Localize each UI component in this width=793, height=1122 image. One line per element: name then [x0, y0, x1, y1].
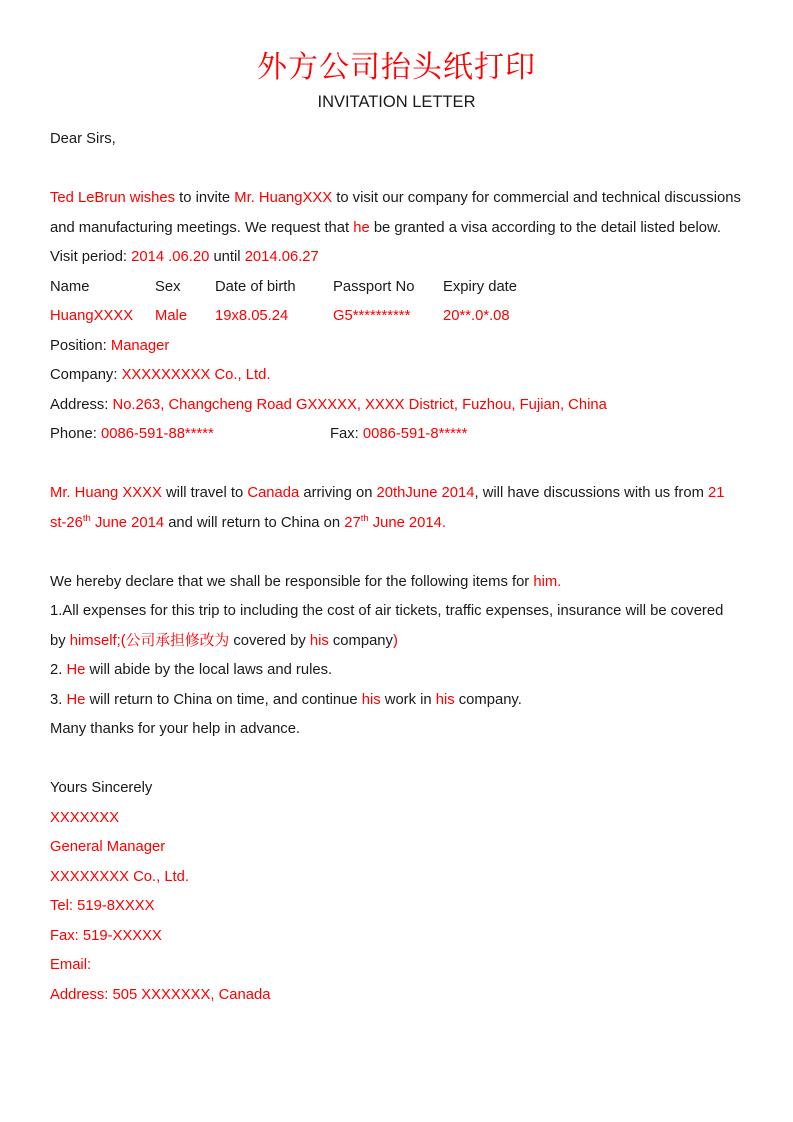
- closing-line: [50, 774, 743, 804]
- blank-line: [50, 155, 743, 185]
- red-text-segment: No.263, Changcheng Road GXXXXX, XXXX District, Fuzhou, Fujian, China: [112, 396, 607, 413]
- red-text-segment: Mr. Huang XXXX: [50, 485, 162, 501]
- phone-fax-line: [50, 420, 743, 450]
- red-text-segment: his: [361, 691, 381, 708]
- red-text-segment: He: [66, 691, 86, 708]
- red-text-segment: him.: [533, 573, 562, 590]
- text-segment: Passport No: [333, 278, 415, 295]
- table-header-row: [50, 273, 743, 303]
- table-data-row-cell: [333, 302, 443, 332]
- red-text-segment: 20**.0*.08: [443, 308, 510, 324]
- red-text-segment: Ted LeBrun wishes: [50, 190, 176, 206]
- text-segment: 1.All expenses for this trip to including the cost of air tickets, traffic expenses, insurance will be covered by: [50, 603, 724, 649]
- text-segment: Expiry date: [443, 278, 518, 295]
- position-line: [50, 332, 743, 362]
- red-text-segment: Mr. HuangXXX: [234, 190, 333, 206]
- red-text-segment: ): [392, 632, 398, 649]
- expense-item: [50, 597, 743, 656]
- text-segment: covered by: [229, 632, 310, 649]
- document-body: [0, 115, 793, 1010]
- red-text-segment: XXXXXXXX Co., Ltd.: [50, 868, 189, 885]
- text-segment: company: [328, 632, 393, 649]
- text-segment: be granted a visa according to the detail listed below.: [369, 219, 721, 236]
- intro-paragraph: [50, 184, 743, 243]
- red-text-segment: 20thJune 2014: [376, 485, 475, 501]
- red-text-segment: June 2014.: [368, 514, 446, 531]
- red-text-segment: 27: [344, 514, 361, 531]
- red-text-segment: he: [353, 219, 370, 236]
- text-segment: will abide by the local laws and rules.: [85, 662, 333, 678]
- text-segment: will travel to: [161, 485, 248, 501]
- red-text-segment: 2014 .06.20: [131, 249, 210, 265]
- table-data-row-cell: [443, 302, 603, 332]
- red-text-segment: He: [66, 662, 86, 678]
- red-text-segment: 0086-591-88*****: [101, 426, 214, 442]
- blank-line: [50, 450, 743, 480]
- signer-name-line: [50, 804, 743, 834]
- text-segment: Fax:: [330, 426, 363, 442]
- company-line: [50, 361, 743, 391]
- travel-paragraph: [50, 479, 743, 538]
- table-data-row-cell: [215, 302, 333, 332]
- red-text-segment: Male: [155, 308, 188, 324]
- red-text-segment: General Manager: [50, 839, 166, 855]
- red-text-segment: XXXXXXXXX Co., Ltd.: [121, 367, 271, 383]
- phone-fax-line-cell: [330, 420, 693, 450]
- fax-line: [50, 922, 743, 952]
- red-text-segment: XXXXXXX: [50, 809, 120, 826]
- red-text-segment: Manager: [110, 337, 170, 354]
- text-segment: will return to China on time, and continue: [85, 691, 362, 708]
- page-title: 外方公司抬头纸打印: [257, 50, 536, 85]
- text-segment: Many thanks for your help in advance.: [50, 721, 301, 737]
- page-subtitle: INVITATION LETTER: [317, 93, 476, 111]
- return-item: [50, 686, 743, 716]
- text-segment: 3.: [50, 691, 67, 708]
- thanks-line: [50, 715, 743, 745]
- text-segment: Date of birth: [215, 278, 296, 295]
- red-text-segment: HuangXXXX: [50, 308, 134, 324]
- text-segment: Visit period:: [50, 249, 132, 265]
- text-segment: Position:: [50, 337, 111, 354]
- table-header-row-cell: [50, 273, 155, 303]
- blank-line: [50, 745, 743, 775]
- table-header-row-cell: [215, 273, 333, 303]
- text-segment: Yours Sincerely: [50, 780, 153, 796]
- tel-line: [50, 892, 743, 922]
- text-segment: Company:: [50, 367, 122, 383]
- signer-address-line: [50, 981, 743, 1011]
- text-segment: arriving on: [299, 485, 377, 501]
- red-text-segment: th: [82, 513, 91, 524]
- text-segment: until: [209, 249, 245, 265]
- red-text-segment: June 2014: [90, 514, 165, 531]
- red-text-segment: himself;(公司承担修改为: [69, 632, 230, 649]
- text-segment: Sex: [155, 278, 181, 295]
- text-segment: We hereby declare that we shall be responsible for the following items for: [50, 573, 534, 590]
- declaration-line: [50, 568, 743, 598]
- text-segment: , will have discussions with us from: [474, 485, 709, 501]
- red-text-segment: 21 st-26: [50, 485, 725, 531]
- text-segment: 2.: [50, 662, 67, 678]
- red-text-segment: Tel: 519-8XXXX: [50, 898, 155, 914]
- table-header-row-cell: [443, 273, 603, 303]
- text-segment: to visit our company for commercial and technical discussions and manufacturing meetings. We request that: [50, 190, 741, 236]
- table-header-row-cell: [155, 273, 215, 303]
- red-text-segment: his: [435, 691, 455, 708]
- red-text-segment: 19x8.05.24: [215, 308, 289, 324]
- email-line: [50, 951, 743, 981]
- red-text-segment: th: [360, 513, 369, 524]
- text-segment: Address:: [50, 396, 113, 413]
- red-text-segment: Email:: [50, 957, 92, 973]
- text-segment: company.: [454, 691, 522, 708]
- abide-item: [50, 656, 743, 686]
- table-header-row-cell: [333, 273, 443, 303]
- salutation: [50, 125, 743, 155]
- red-text-segment: his: [309, 632, 329, 649]
- table-data-row-cell: [50, 302, 155, 332]
- red-text-segment: Fax: 519-XXXXX: [50, 927, 162, 944]
- text-segment: to invite: [175, 190, 235, 206]
- table-data-row: [50, 302, 743, 332]
- address-line: [50, 391, 743, 421]
- red-text-segment: G5**********: [333, 308, 411, 324]
- signer-company-line: [50, 863, 743, 893]
- blank-line: [50, 538, 743, 568]
- text-segment: Name: [50, 278, 90, 295]
- red-text-segment: 0086-591-8*****: [362, 426, 468, 442]
- signer-title-line: [50, 833, 743, 863]
- text-segment: and will return to China on: [164, 514, 345, 531]
- red-text-segment: 2014.06.27: [244, 249, 319, 265]
- text-segment: work in: [380, 691, 436, 708]
- visit-period-line: [50, 243, 743, 273]
- red-text-segment: Canada: [247, 485, 300, 501]
- red-text-segment: Address: 505 XXXXXXX, Canada: [50, 986, 271, 1003]
- text-segment: Dear Sirs,: [50, 131, 116, 147]
- phone-fax-line-cell: [50, 420, 330, 450]
- table-data-row-cell: [155, 302, 215, 332]
- text-segment: Phone:: [50, 426, 102, 442]
